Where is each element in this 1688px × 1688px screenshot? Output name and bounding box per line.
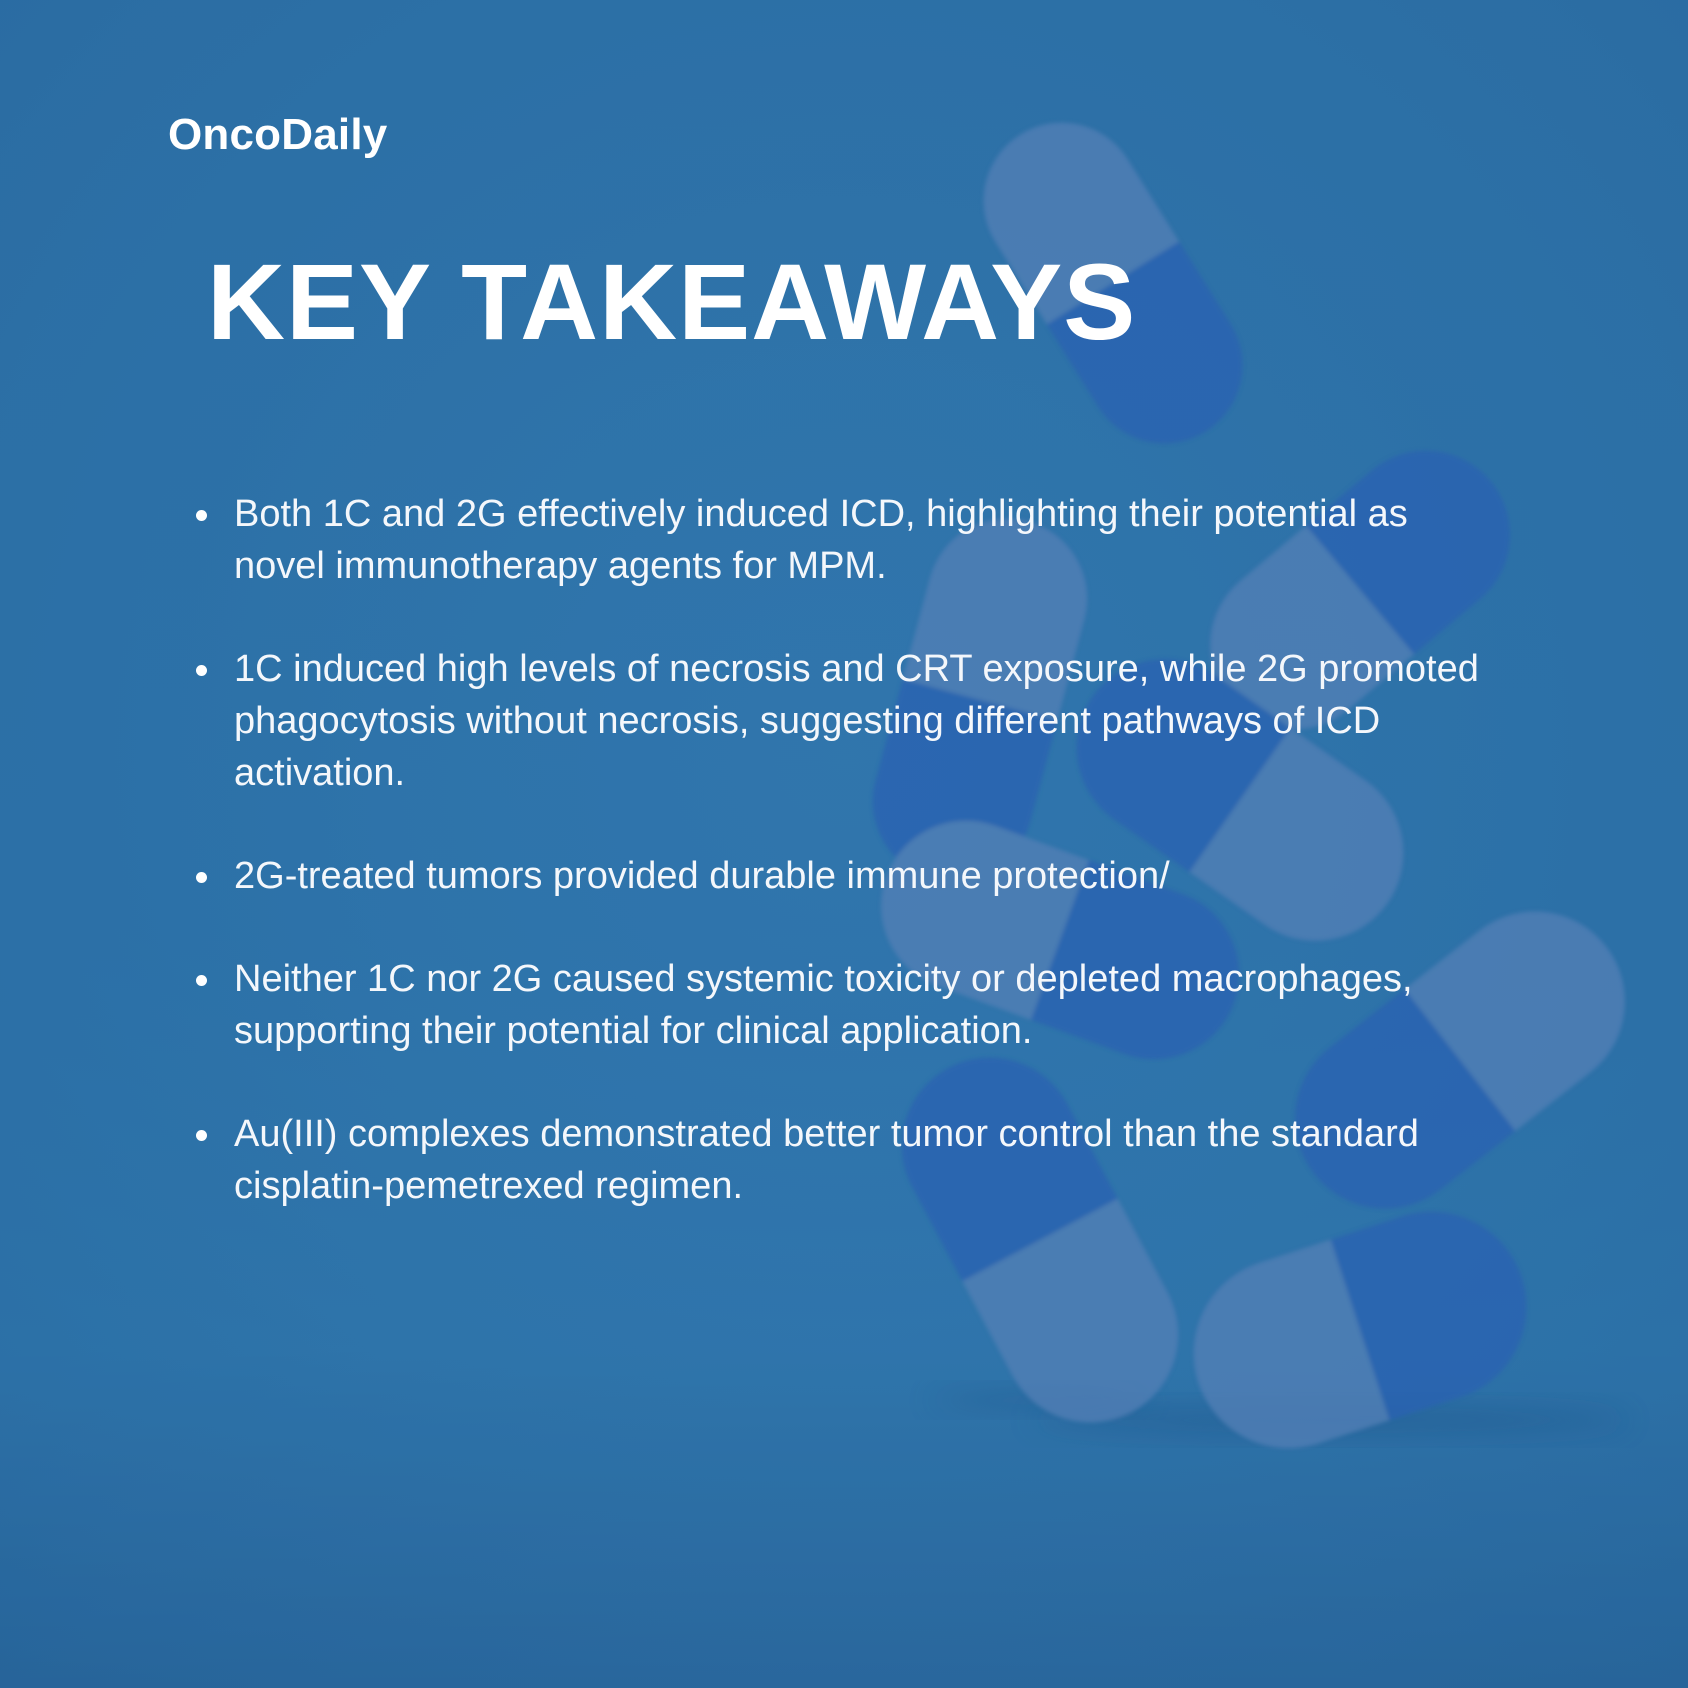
list-item-text: 2G-treated tumors provided durable immune protection/ [234, 855, 1170, 897]
bullet-icon [196, 872, 207, 883]
page-title: KEY TAKEAWAYS [207, 241, 1137, 362]
list-item [196, 643, 1496, 799]
list-item [196, 1108, 1496, 1212]
bullet-icon [196, 510, 207, 521]
list-item-text: Au(III) complexes demonstrated better tumor control than the standard cisplatin-pemetrexed regimen. [234, 1113, 1419, 1207]
list-item [196, 488, 1496, 592]
list-item-text: Both 1C and 2G effectively induced ICD, highlighting their potential as novel immunotherapy agents for MPM. [234, 493, 1408, 587]
list-item-text: 1C induced high levels of necrosis and CRT exposure, while 2G promoted phagocytosis without necrosis, suggesting different pathways of ICD activation. [234, 648, 1479, 794]
bullet-icon [196, 665, 207, 676]
list-item-text: Neither 1C nor 2G caused systemic toxicity or depleted macrophages, supporting their potential for clinical application. [234, 958, 1413, 1052]
bullet-icon [196, 975, 207, 986]
list-item [196, 850, 1496, 902]
takeaways-list [196, 488, 1496, 1263]
brand-logo: OncoDaily [168, 110, 388, 159]
list-item [196, 953, 1496, 1057]
bullet-icon [196, 1130, 207, 1141]
